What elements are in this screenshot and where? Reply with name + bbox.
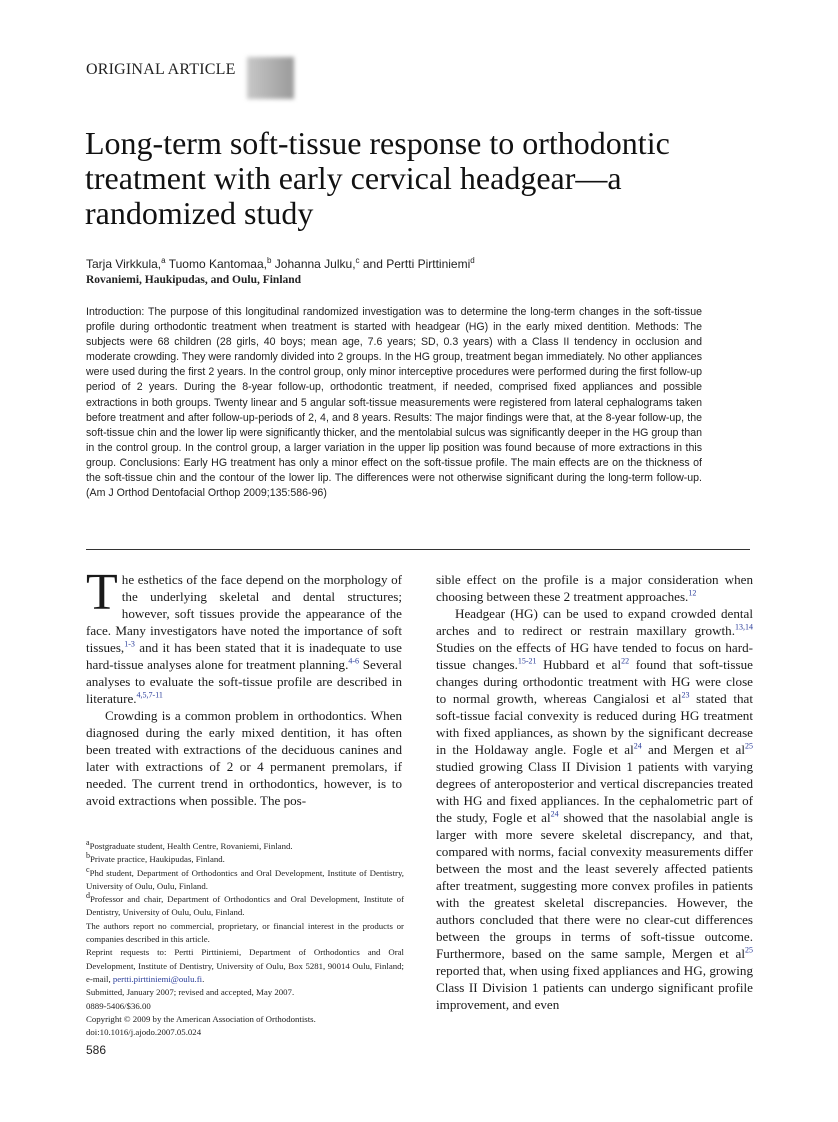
citation[interactable]: 4,5,7-11 — [136, 690, 163, 700]
citation[interactable]: 23 — [681, 690, 690, 700]
body-column-right — [436, 571, 753, 1013]
footnote-a: $^a$Postgraduate student, Health Centre, Rovaniemi, Finland. — [86, 838, 293, 851]
citation[interactable]: 24 — [550, 809, 559, 819]
author-mark: a — [161, 256, 166, 265]
body-paragraph: Crowding is a common problem in orthodontics. When diagnosed during the early mixed dentition, it has often been treated with extractions of the deciduous canines and later with extractions of 2 or 4 permanent premolars, if needed. The current trend in orthodontics, however, is to avoid extractions when possible. The pos- — [86, 708, 402, 808]
submission-dates: Submitted, January 2007; revised and accepted, May 2007. — [86, 987, 295, 998]
author-mark: c — [355, 256, 360, 265]
copyright-notice: Copyright © 2009 by the American Association of Orthodontists. — [86, 1013, 316, 1024]
author-name: Tarja Virkkula, — [86, 257, 162, 271]
author-list — [86, 256, 475, 271]
footnote-c: $^c$Phd student, Department of Orthodontics and Oral Development, Institute of Dentistry, University of Oulu, Oulu, Finland. — [86, 864, 404, 891]
drop-cap: T — [86, 564, 118, 621]
citation[interactable]: 1-3 — [124, 639, 135, 649]
body-paragraph: Headgear (HG) can be used to expand crowded dental arches and to redirect or restrain maxillary growth.$^{13,14}$ Studies on the effects of HG have tended to focus on hard- tissue changes.$^{15-21}$ Hubbard et $al^{22}$ found that soft-tissue changes during orthodontic treatment with HG were close to normal growth, whereas Cangialosi et $al^{23}$ stated that soft-tissue facial convexity is reduced during HG treatment with fixed appliances, as shown by the significant decrease in the Holdaway angle. Fogle et $al^{24}$ and Mergen et $al^{25}$ studied growing Class II Division 1 patients with varying degrees of anteroposterior and vertical discrepancies treated with HG and fixed appliances. In the cephalometric part of the study, Fogle et $al^{24}$ showed that the nasolabial angle is larger with more severe skeletal discrepancy, and that, compared with norms, facial convexity measurements differ between the most and the least severely affected patients after treatment, suggesting more convex profiles in patients with the greatest skeletal discrepancies. However, the authors concluded that there were no clear-cut differences between the groups in terms of soft-tissue outcome. Furthermore, based on the same sample, Mergen et $al^{25}$ reported that, when using fixed appliances and HG, growing Class II Division 1 patients can undergo significant profile improvement, and even — [436, 606, 753, 1012]
abstract: Introduction: The purpose of this longitudinal randomized investigation was to determine the long-term changes in the soft-tissue profile during orthodontic treatment when treatment is started with headgear (HG) in the early mixed dentition. Methods: The subjects were 68 children (28 girls, 40 boys; mean age, 7.6 years; SD, 0.3 years) with a Class II tendency in occlusion and moderate crowding. They were randomly divided into 2 groups. In the HG group, treatment began immediately. No other appliances were used during the first 2 years. In the control group, only minor interceptive procedures were performed during the first follow-up period of 2 years. During the 8-year follow-up, orthodontic treatment, if needed, comprised fixed appliances and possible extractions in both groups. Twenty linear and 5 angular soft-tissue measurements were registered from lateral cephalograms taken before treatment and after follow-up-periods of 2, 4, and 8 years. Results: The major findings were that, at the 8-year follow-up, the soft-tissue chin and the lower lip were significantly thicker, and the mentolabial sulcus was significantly deeper in the HG group than in the control group. In the control group, a larger variation in the upper lip position was found because of more extractions in this group. Conclusions: Early HG treatment has only a minor effect on the soft-tissue profile. The main effects are on the thickness of the soft-tissue chin and the contour of the lower lip. The differences were not otherwise significant during the long-term follow-up. (Am J Orthod Dentofacial Orthop 2009;135:586-96) — [86, 306, 702, 500]
footnote-d: $^d$Professor and chair, Department of Orthodontics and Oral Development, Institute of Dentistry, University of Oulu, Oulu, Finland. — [86, 891, 404, 918]
author-name: Tuomo Kantomaa, — [168, 257, 267, 271]
citation[interactable]: 13,14 — [735, 622, 753, 632]
article-title: Long-term soft-tissue response to orthodontic treatment with early cervical headgear—a randomized study — [85, 125, 670, 231]
author-name: Johanna Julku, — [274, 257, 356, 271]
author-mark: d — [470, 256, 475, 265]
citation[interactable]: 12 — [688, 588, 697, 598]
section-tab-decoration — [247, 57, 294, 99]
author-mark: b — [267, 256, 272, 265]
citation[interactable]: 25 — [745, 741, 753, 751]
email-link[interactable]: pertti.pirttiniemi@oulu.fi — [112, 973, 203, 984]
citation[interactable]: 15-21 — [517, 656, 537, 666]
citation[interactable]: 22 — [621, 656, 630, 666]
issn-price: 0889-5406/$36.00 — [86, 1000, 151, 1011]
doi[interactable]: doi:10.1016/j.ajodo.2007.05.024 — [86, 1027, 202, 1038]
author-affiliation: Rovaniemi, Haukipudas, and Oulu, Finland — [86, 274, 302, 286]
abstract-divider — [86, 549, 750, 550]
footnotes — [86, 840, 404, 1039]
disclosure-note: The authors report no commercial, proprietary, or financial interest in the products or companies described in this article. — [86, 920, 404, 945]
section-label: ORIGINAL ARTICLE — [86, 61, 236, 78]
reprint-requests: Reprint requests to: Pertti Pirttiniemi, Department of Orthodontics and Oral Development, Institute of Dentistry, University of Oulu, Box 5281, 90014 Oulu, Finland; e-mail, pertti.pirttiniemi@oulu.fi. — [86, 947, 404, 984]
author-name: and Pertti Pirttiniemi — [362, 257, 471, 271]
footnote-b: $^b$Private practice, Haukipudas, Finland. — [86, 851, 225, 865]
citation[interactable]: 4-6 — [348, 656, 360, 666]
citation[interactable]: 25 — [745, 945, 753, 955]
intro-paragraph: The esthetics of the face depend on the morphology of the underlying skeletal and dental structures; however, soft tissues provide the appearance of the face. Many investigators have noted the importance of soft tissues,$^{1-3}$ and it has been stated that it is inadequate to use hard-tissue analyses alone for treatment planning.$^{4-6}$ Several analyses to evaluate the soft-tissue profile are described in literature.$^{4,5,7-11}$ — [86, 564, 402, 706]
citation[interactable]: 24 — [633, 741, 642, 751]
body-paragraph: sible effect on the profile is a major consideration when choosing between these 2 treatment approaches.$^{12}$ — [436, 572, 753, 604]
body-column-left — [86, 564, 402, 809]
page-number: 586 — [86, 1043, 107, 1057]
